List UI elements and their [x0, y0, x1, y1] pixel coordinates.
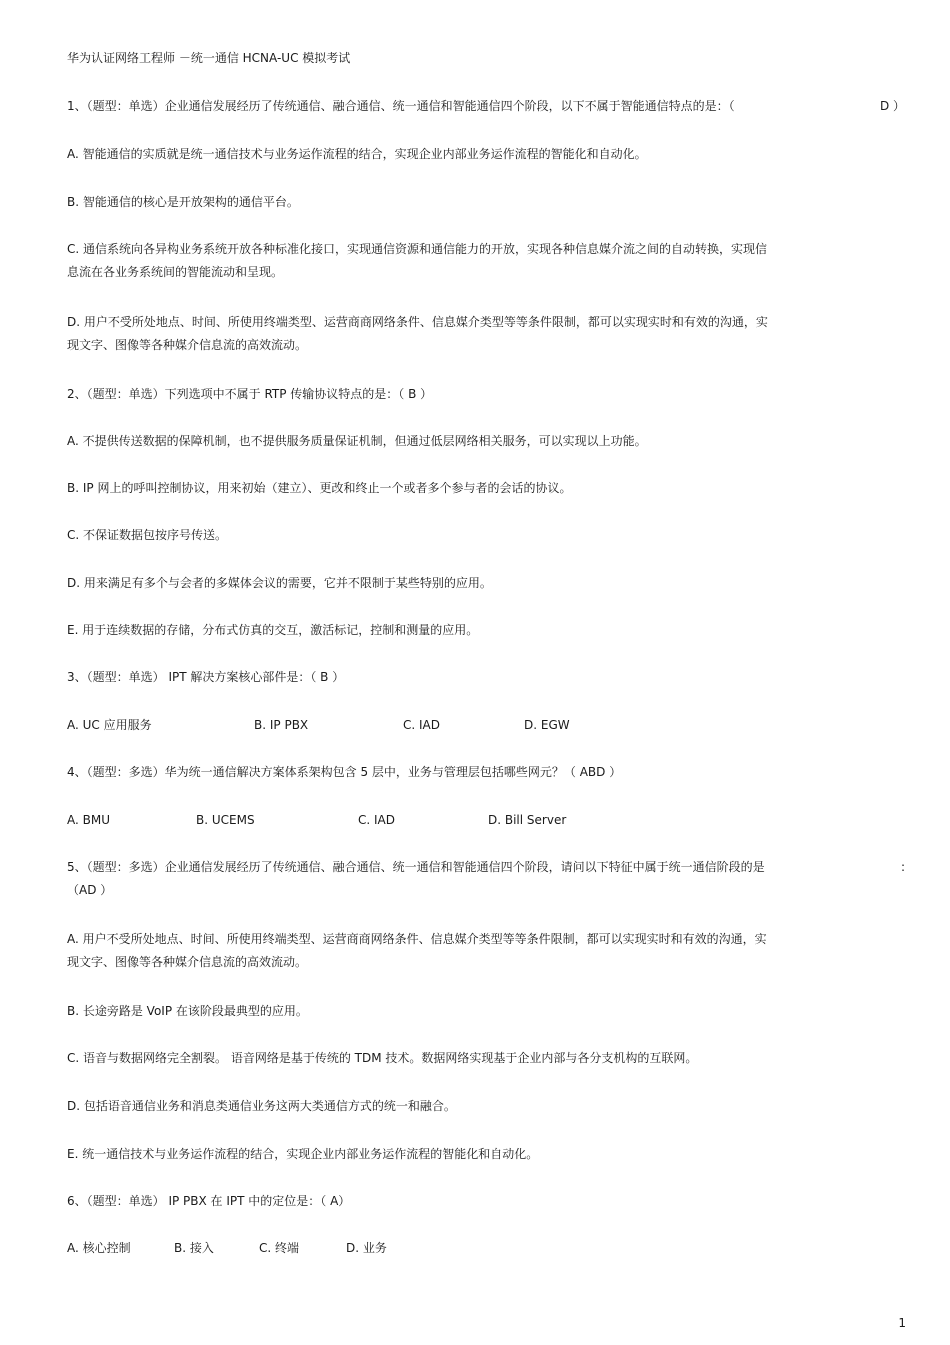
question-2-stem: 2、（题型：单选）下列选项中不属于 RTP 传输协议特点的是：（ B ） — [67, 387, 433, 401]
question-2-option-d: D. 用来满足有多个与会者的多媒体会议的需要，它并不限制于某些特别的应用。 — [67, 576, 492, 590]
question-1-option-a: A. 智能通信的实质就是统一通信技术与业务运作流程的结合，实现企业内部业务运作流程的智能化和自动化。 — [67, 147, 647, 161]
question-5-option-a-line1: A. 用户不受所处地点、时间、所使用终端类型、运营商商网络条件、信息媒介类型等等条件限制，都可以实现实时和有效的沟通，实 — [67, 932, 767, 946]
question-2-option-a: A. 不提供传送数据的保障机制，也不提供服务质量保证机制，但通过低层网络相关服务，可以实现以上功能。 — [67, 434, 647, 448]
question-4-option-d: D. Bill Server — [488, 813, 567, 827]
question-3-option-a: A. UC 应用服务 — [67, 718, 152, 732]
question-5-stem: 5、（题型：多选）企业通信发展经历了传统通信、融合通信、统一通信和智能通信四个阶段，请问以下特征中属于统一通信阶段的是 — [67, 860, 765, 874]
question-1-option-c-line2: 息流在各业务系统间的智能流动和呈现。 — [67, 265, 284, 279]
question-2-option-b: B. IP 网上的呼叫控制协议，用来初始（建立）、更改和终止一个或者多个参与者的会话的协议。 — [67, 481, 572, 495]
question-5-option-d: D. 包括语音通信业务和消息类通信业务这两大类通信方式的统一和融合。 — [67, 1099, 456, 1113]
question-5-answer: （AD ） — [67, 883, 113, 897]
question-1-option-d-line2: 现文字、图像等各种媒介信息流的高效流动。 — [67, 338, 308, 352]
question-1-stem: 1、（题型：单选）企业通信发展经历了传统通信、融合通信、统一通信和智能通信四个阶段，以下不属于智能通信特点的是：（ — [67, 99, 735, 113]
question-6-option-c: C. 终端 — [259, 1241, 300, 1255]
question-6-option-a: A. 核心控制 — [67, 1241, 131, 1255]
question-3-option-b: B. IP PBX — [254, 718, 309, 732]
question-1-option-c-line1: C. 通信系统向各异构业务系统开放各种标准化接口，实现通信资源和通信能力的开放，实现各种信息媒介流之间的自动转换，实现信 — [67, 242, 768, 256]
question-3-option-c: C. IAD — [403, 718, 440, 732]
question-4-option-a: A. BMU — [67, 813, 110, 827]
question-6-option-b: B. 接入 — [174, 1241, 214, 1255]
question-1-option-b: B. 智能通信的核心是开放架构的通信平台。 — [67, 195, 299, 209]
question-4-stem: 4、（题型：多选）华为统一通信解决方案体系架构包含 5 层中，业务与管理层包括哪些网元？（ ABD ） — [67, 765, 622, 779]
question-5-option-c: C. 语音与数据网络完全割裂。 语音网络是基于传统的 TDM 技术。数据网络实现基于企业内部与各分支机构的互联网。 — [67, 1051, 698, 1065]
question-5-option-a-line2: 现文字、图像等各种媒介信息流的高效流动。 — [67, 955, 308, 969]
question-5-option-e: E. 统一通信技术与业务运作流程的结合，实现企业内部业务运作流程的智能化和自动化。 — [67, 1147, 539, 1161]
question-2-option-c: C. 不保证数据包按序号传送。 — [67, 528, 228, 542]
question-6-option-d: D. 业务 — [346, 1241, 387, 1255]
question-5-option-b: B. 长途旁路是 VoIP 在该阶段最典型的应用。 — [67, 1004, 308, 1018]
question-1-option-d-line1: D. 用户不受所处地点、时间、所使用终端类型、运营商商网络条件、信息媒介类型等等条件限制，都可以实现实时和有效的沟通，实 — [67, 315, 768, 329]
question-4-option-b: B. UCEMS — [196, 813, 255, 827]
question-1-answer: D ） — [880, 99, 906, 113]
question-3-stem: 3、（题型：单选） IPT 解决方案核心部件是：（ B ） — [67, 670, 345, 684]
question-2-option-e: E. 用于连续数据的存储，分布式仿真的交互，激活标记，控制和测量的应用。 — [67, 623, 479, 637]
question-3-option-d: D. EGW — [524, 718, 570, 732]
question-5-colon: : — [901, 860, 906, 874]
document-title: 华为认证网络工程师 －统一通信 HCNA-UC 模拟考试 — [67, 51, 351, 65]
question-4-option-c: C. IAD — [358, 813, 395, 827]
question-6-stem: 6、（题型：单选） IP PBX 在 IPT 中的定位是：（ A） — [67, 1194, 351, 1208]
page-number: 1 — [898, 1316, 906, 1330]
